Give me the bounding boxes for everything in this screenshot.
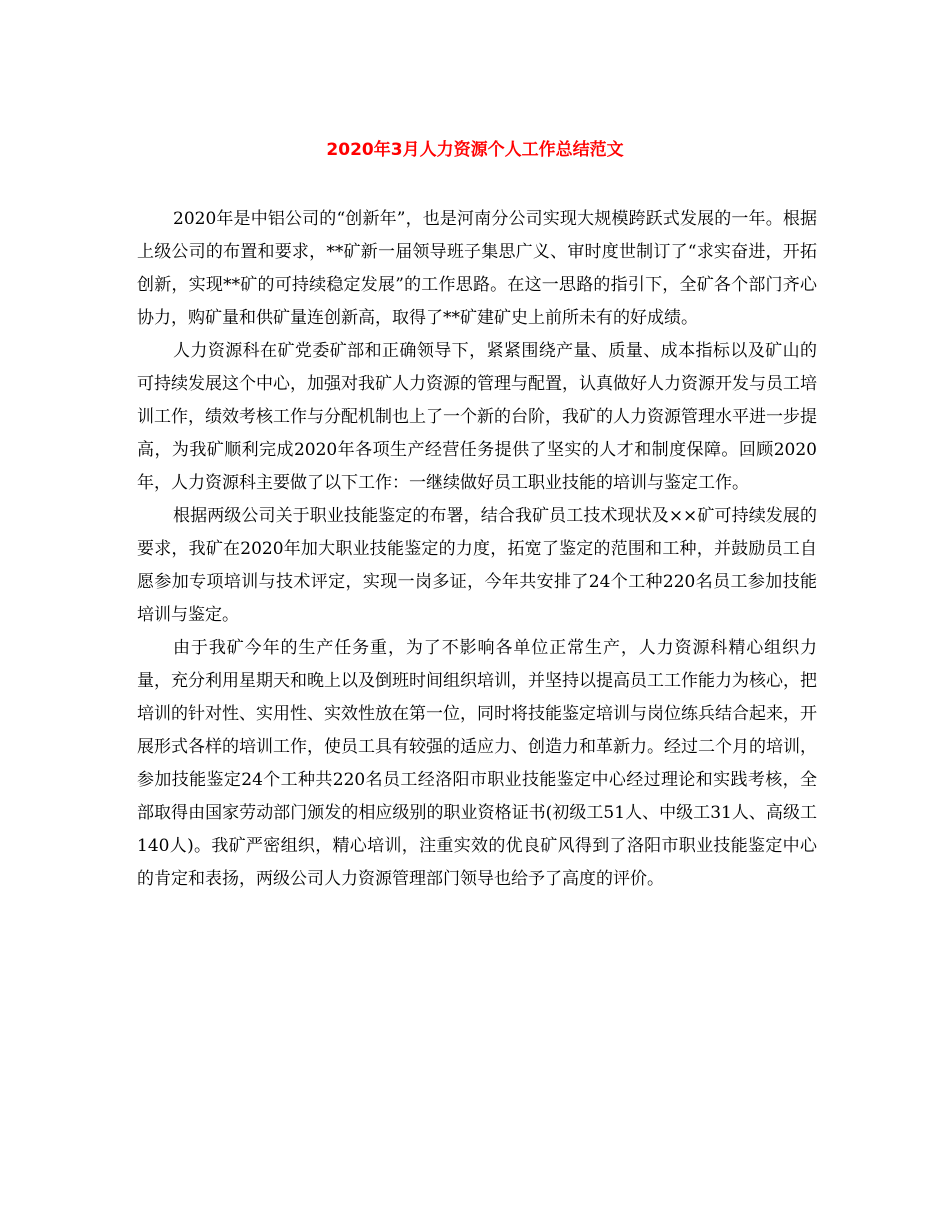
body-paragraph: 由于我矿今年的生产任务重，为了不影响各单位正常生产，人力资源科精心组织力量，充分利用星期天和晚上以及倒班时间组织培训，并坚持以提高员工工作能力为核心，把培训的针对性、实用性、实效性放在第一位，同时将技能鉴定培训与岗位练兵结合起来，开展形式各样的培训工作，使员工具有较强的适应力、创造力和革新力。经过二个月的培训，参加技能鉴定24个工种共220名员工经洛阳市职业技能鉴定中心经过理论和实践考核，全部取得由国家劳动部门颁发的相应级别的职业资格证书(初级工51人、中级工31人、高级工140人)。我矿严密组织，精心培训，注重实效的优良矿风得到了洛阳市职业技能鉴定中心的肯定和表扬，两级公司人力资源管理部门领导也给予了高度的评价。 [137, 638, 817, 889]
document-title: 2020年3月人力资源个人工作总结范文 [326, 140, 624, 160]
body-paragraph: 根据两级公司关于职业技能鉴定的布署，结合我矿员工技术现状及××矿可持续发展的要求，我矿在2020年加大职业技能鉴定的力度，拓宽了鉴定的范围和工种，并鼓励员工自愿参加专项培训与技术评定，实现一岗多证，今年共安排了24个工种220名员工参加技能培训与鉴定。 [137, 506, 817, 625]
document-body [137, 203, 817, 896]
body-paragraph: 2020年是中铝公司的“创新年”，也是河南分公司实现大规模跨跃式发展的一年。根据上级公司的布置和要求，**矿新一届领导班子集思广义、审时度世制订了“求实奋进，开拓创新，实现**矿的可持续稳定发展”的工作思路。在这一思路的指引下，全矿各个部门齐心协力，购矿量和供矿量连创新高，取得了**矿建矿史上前所未有的好成绩。 [137, 209, 817, 328]
body-paragraph: 人力资源科在矿党委矿部和正确领导下，紧紧围绕产量、质量、成本指标以及矿山的可持续发展这个中心，加强对我矿人力资源的管理与配置，认真做好人力资源开发与员工培训工作，绩效考核工作与分配机制也上了一个新的台阶，我矿的人力资源管理水平进一步提高，为我矿顺利完成2020年各项生产经营任务提供了坚实的人才和制度保障。回顾2020年，人力资源科主要做了以下工作：一继续做好员工职业技能的培训与鉴定工作。 [137, 341, 817, 493]
